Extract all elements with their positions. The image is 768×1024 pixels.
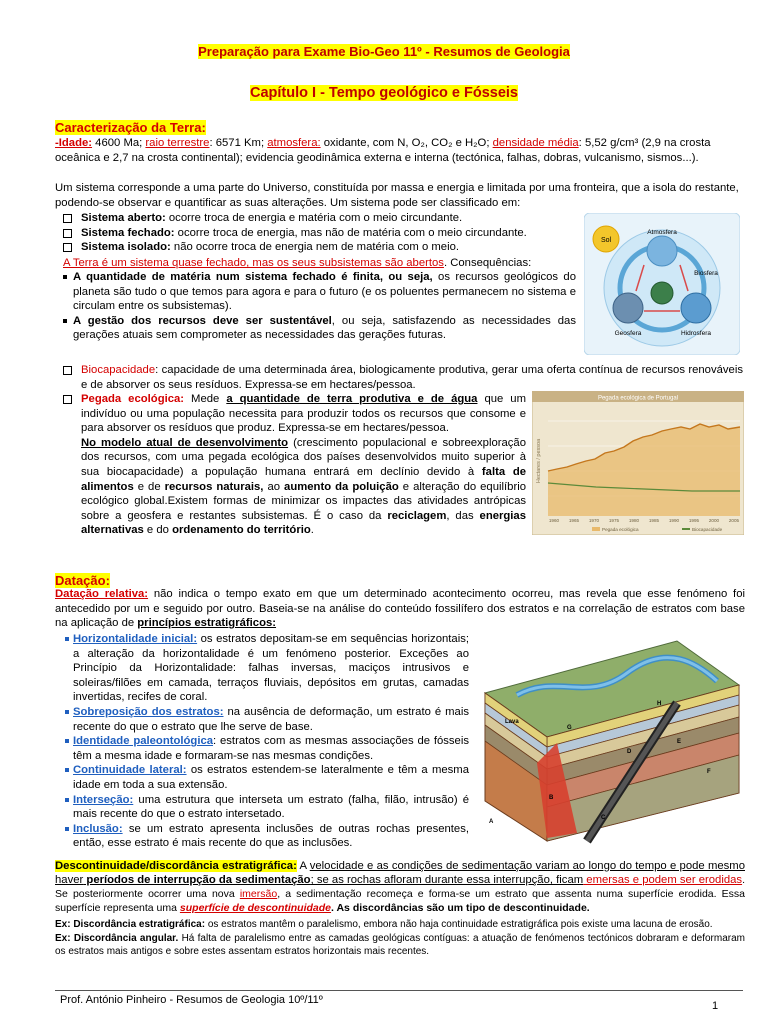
chart-ylabel: Hectares / pessoa <box>536 438 542 484</box>
checkbox-bullet-icon <box>63 229 72 238</box>
footer-text: Prof. António Pinheiro - Resumos de Geologia 10º/11º <box>60 994 323 1006</box>
ecological-footprint-chart <box>532 391 744 535</box>
legend-swatch <box>682 528 690 530</box>
cycle-label-biosfera: Biosfera <box>694 270 718 277</box>
principle-item: Interseção: uma estrutura que interseta um estrato (falha, filão, intrusão) é mais recente do que o estrato intersetado. <box>63 793 469 822</box>
block-label: A <box>489 819 494 825</box>
cycle-label-atmosfera: Atmosfera <box>647 229 677 236</box>
checkbox-bullet-icon <box>63 395 72 404</box>
principle-item: Inclusão: se um estrato apresenta inclusões de outras rochas presentes, então, esse estrato é mais recente do que as inclusões. <box>63 822 469 851</box>
consequences-list <box>63 270 576 343</box>
pegada-ecologica-item: Pegada ecológica: Mede a quantidade de terra produtiva e de água que um indivíduo ou uma população necessita para produzir todos os recursos que consome e para absorver os resíduos que produz. Expressa-se em hectares/pessoa. No modelo atual de desenvolvimento (crescimento populacional e sobreexploração dos recursos, com uma pegada ecológica dos países desenvolvidos muito superior à sua biocapacidade) a população humana entrará em declínio devido à falta de alimentos e de recursos naturais, ao aumento da poluição e alteração do equilíbrio ecológico global.Existem formas de minimizar os impactes das atividades antrópicas sobre a geosfera e restantes subsistemas. É o caso da reciclagem, das energias alternativas e do ordenamento do território. <box>63 392 526 538</box>
checkbox-bullet-icon <box>63 214 72 223</box>
principle-item: Continuidade lateral: os estratos estendem-se lateralmente e têm a mesma idade em toda a sua extensão. <box>63 763 469 792</box>
discordancia-examples <box>55 918 745 959</box>
block-label: B <box>549 795 554 801</box>
biocapacidade-item: Biocapacidade: capacidade de uma determinada área, biologicamente produtiva, gerar uma oferta contínua de recursos renováveis e de absorver os seus resíduos. Expressa-se em hectares/pessoa. <box>63 363 743 392</box>
datacao-relativa: Datação relativa: não indica o tempo exato em que um determinado acontecimento ocorreu, mas revela que esse fenómeno foi antecedido por um e seguido por outro. Baseia-se na análise do conteúdo fossilífero dos estratos e na correlação de estratos com base na aplicação de princípios estratigráficos: <box>55 588 745 630</box>
principle-item: Horizontalidade inicial: os estratos depositam-se em sequências horizontais; a alteração da horizontalidade é um fenómeno posterior. Exceções ao Princípio da Horizontalidade: falhas inversas, maciços intrusivos e soleiras/filões em camada, terraços fluviais, depósitos em grutas, camadas invertidas, recifes de coral. <box>63 632 469 705</box>
cycle-label-hidrosfera: Hidrosfera <box>681 330 711 337</box>
cycle-label-geosfera: Geosfera <box>614 330 642 337</box>
cycle-label-sol: Sol <box>600 237 612 244</box>
x-tick: 2005 <box>728 518 740 523</box>
section-heading-datacao: Datação: <box>55 573 110 588</box>
principles-list <box>63 632 469 851</box>
block-label: G <box>567 725 572 731</box>
earth-characteristics: -Idade: 4600 Ma; raio terrestre: 6571 Km; atmosfera: oxidante, com N, O₂, CO₂ e H₂O; densidade média: 5,52 g/cm³ (2,9 na crosta oceânica e 2,7 na crosta continental); evidencia geodinâmica externa e interna (tectónica, falhas, dobras, vulcanismo, sismos...). <box>55 137 711 164</box>
block-label: F <box>707 769 711 775</box>
system-item: Sistema aberto: ocorre troca de energia e matéria com o meio circundante. <box>63 211 578 226</box>
x-tick: 1985 <box>648 518 660 523</box>
x-tick: 1970 <box>588 518 600 523</box>
x-tick: 1980 <box>628 518 640 523</box>
block-label: C <box>601 815 606 821</box>
x-tick: 1995 <box>688 518 700 523</box>
x-tick: 1990 <box>668 518 680 523</box>
example-angular: Ex: Discordância angular. Há falta de paralelismo entre as camadas geológicas contíguas: a atuação de fenómenos tectónicos dobraram e deformaram os estratos mais antigos e sobre estes assentam estratos horizontais mais recentes. <box>55 932 745 957</box>
block-label: D <box>627 749 632 755</box>
document-title: Preparação para Exame Bio-Geo 11º - Resumos de Geologia <box>198 44 570 59</box>
principle-item: Identidade paleontológica: estratos com as mesmas associações de fósseis têm a mesma idade e formaram-se nas mesmas condições. <box>63 734 469 763</box>
chart-title: Pegada ecológica de Portugal <box>597 395 679 402</box>
chapter-title: Capítulo I - Tempo geológico e Fósseis <box>249 85 518 101</box>
descontinuidade-paragraph: Descontinuidade/discordância estratigráfica: A velocidade e as condições de sedimentação variam ao longo do tempo e pode mesmo haver períodos de interrupção da sedimentação; se as rochas afloram durante essa interrupção, ficam emersas e podem ser erodidas. Se posteriormente ocorrer uma nova imersão, a sedimentação recomeça e forma-se um estrato que assenta numa superfície erodida. Essa superfície representa uma superfície de descontinuidade. As discordâncias são um tipo de descontinuidade. <box>55 860 746 914</box>
section-heading-terra: Caracterização da Terra: <box>55 120 206 135</box>
legend-swatch <box>592 527 600 531</box>
checkbox-bullet-icon <box>63 243 72 252</box>
block-label: H <box>657 701 662 707</box>
system-types-list <box>63 211 578 255</box>
x-tick: 1965 <box>568 518 580 523</box>
x-tick: 1960 <box>548 518 560 523</box>
x-tick: 1975 <box>608 518 620 523</box>
page-number: 1 <box>712 1000 719 1012</box>
system-item: Sistema isolado: não ocorre troca de energia nem de matéria com o meio. <box>63 240 578 255</box>
legend-label: Biocapacidade <box>692 527 723 532</box>
earth-subsystems-figure <box>584 213 740 355</box>
consequence-item: A quantidade de matéria num sistema fechado é finita, ou seja, os recursos geológicos do planeta são tudo o que temos para agora e para o futuro (e os poluentes permanecem no sistema e circulam entre os subsistemas). <box>63 270 576 314</box>
principle-item: Sobreposição dos estratos: na ausência de deformação, um estrato é mais recente do que o estrato que lhe serve de base. <box>63 705 469 734</box>
system-item: Sistema fechado: ocorre troca de energia, mas não de matéria com o meio circundante. <box>63 226 578 241</box>
x-tick: 2000 <box>708 518 720 523</box>
geological-block-diagram <box>477 633 743 845</box>
footer-divider <box>55 990 743 991</box>
consequence-item: A gestão dos recursos deve ser sustentável, ou seja, satisfazendo as necessidades das gerações atuais sem comprometer as necessidades das gerações futuras. <box>63 314 576 343</box>
block-label: Lava <box>505 719 519 725</box>
system-definition: Um sistema corresponde a uma parte do Universo, constituída por massa e energia e limitada por uma fronteira, que a isola do restante, podendo-se observar e quantificar as suas alterações. Um sistema pode ser classificado em: <box>55 182 739 209</box>
checkbox-bullet-icon <box>63 366 72 375</box>
quase-fechado-note: A Terra é um sistema quase fechado, mas os seus subsistemas são abertos. Consequências: <box>63 257 532 269</box>
block-label: E <box>677 739 682 745</box>
legend-label: Pegada ecológica <box>602 527 639 532</box>
example-estratigrafica: Ex: Discordância estratigráfica: os estratos mantêm o paralelismo, embora não haja continuidade estratigráfica pois existe uma lacuna de erosão. <box>55 919 713 930</box>
